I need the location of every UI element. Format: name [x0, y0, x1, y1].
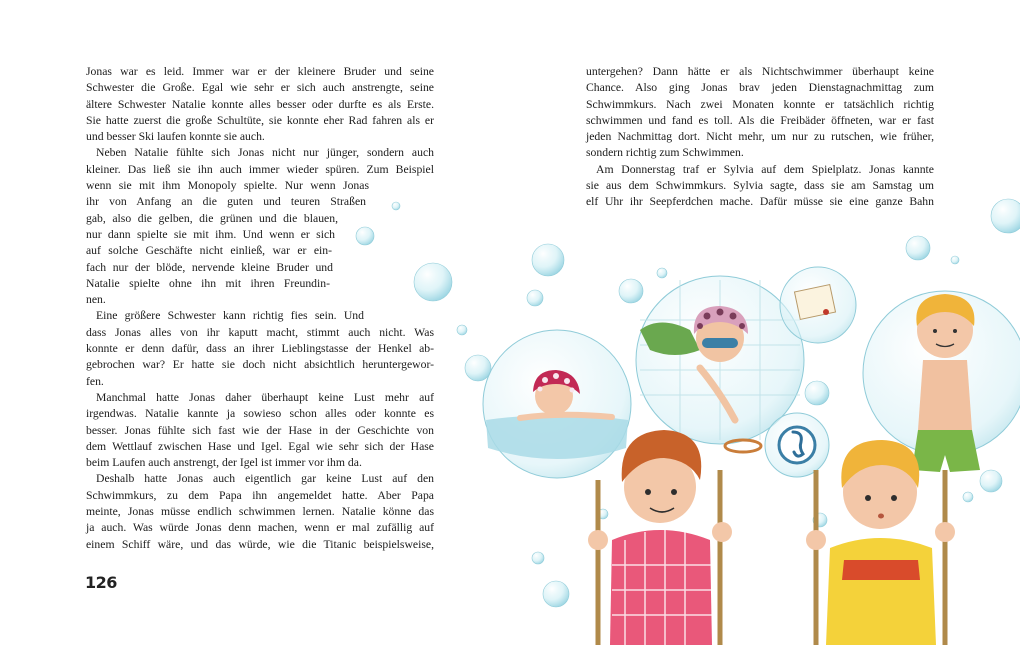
text-line: fach nur der blöde, nervende kleine Bruder und — [86, 260, 333, 274]
text-line: irgendwas. Natalie kannte ja sowieso schon alles oder konnte es — [86, 407, 434, 421]
text-line: Sie hatte zuerst die große Schultüte, sie konnte eher Rad fahren als er — [86, 113, 434, 127]
boy-red-hair — [588, 430, 732, 645]
bubble-certificate — [780, 267, 856, 343]
text-line: jeden Nachmittag dort. Nicht mehr, um nur zu rutschen, wie früher, — [586, 130, 934, 144]
text-line: elf Uhr ihr Seepferdchen mache. Dafür müsse sie eine ganze Bahn — [586, 195, 934, 209]
text-line: Am Donnerstag traf er Sylvia auf dem Spielplatz. Jonas kannte — [596, 162, 934, 176]
small-bubbles — [356, 199, 1020, 607]
text-line: ja auch. Was würde Jonas denn machen, wenn er mal zufällig auf — [86, 521, 434, 535]
text-line: dem Wettlauf zwischen Hase und Igel. Egal wie sehr sich der Hase — [86, 439, 434, 453]
text-line: schwimmen und fand es toll. Als die Freibäder öffneten, war er fast — [586, 113, 934, 127]
text-line: wenn sie mit ihm Monopoly spielte. Nur wenn Jonas — [86, 179, 369, 193]
left-text-column — [86, 64, 434, 553]
text-line: einem Schiff wäre, und das würde, wie die Titanic beispielsweise, — [86, 537, 434, 551]
text-line: kleiner. Das ließ sie ihn auch immer wieder spüren. Zum Beispiel — [86, 162, 434, 176]
text-line: auf solche Geschäfte nicht einließ, war er ein- — [86, 244, 332, 258]
text-line: Schwester die Große. Egal wie sehr er sich auch anstrengte, seine — [86, 81, 434, 95]
bubble-diving-boy — [636, 276, 804, 452]
text-line: Natalie spielte ohne ihn mit ihren Freundin- — [86, 276, 330, 290]
text-line: nen. — [86, 293, 106, 307]
right-text-column — [586, 64, 934, 211]
text-line: Deshalb hatte Jonas auch eigentlich gar keine Lust auf den — [96, 472, 434, 486]
text-line: Neben Natalie fühlte sich Jonas nicht nur jünger, sondern auch — [96, 146, 434, 160]
text-line: und besser Ski laufen konnte sie auch. — [86, 130, 265, 144]
text-line: beim Laufen auch anstrengt, der Igel ist immer vor ihm da. — [86, 456, 362, 470]
text-line: nur dann spielte sie mit ihm. Und wenn er sich — [86, 227, 335, 241]
text-line: dass Jonas alles von ihr kaputt macht, stimmt auch nicht. Was — [86, 325, 434, 339]
text-line: Eine größere Schwester kann richtig fies sein. Und — [96, 309, 364, 323]
text-line: gebrochen war? Er hatte sie doch nicht absichtlich heruntergewor- — [86, 358, 434, 372]
text-line: sie aus dem Schwimmkurs. Sylvia sagte, dass sie am Samstag um — [586, 179, 934, 193]
swing-ropes — [598, 470, 945, 645]
text-line: Schwimmkurs, zu dem Papa ihn angemeldet hatte. Aber Papa — [86, 488, 434, 502]
text-line: meinte, Jonas müsse endlich schwimmen lernen. Natalie könne das — [86, 505, 434, 519]
bubble-seahorse-badge — [765, 413, 829, 477]
text-line: gab, also die gelben, die grünen und die blauen, — [86, 211, 338, 225]
boy-blond-hair — [806, 440, 955, 645]
text-line: Chance. Also ging Jonas brav jeden Dienstagnachmittag zum — [586, 81, 934, 95]
text-line: besser. Jonas fühlte sich fast wie der Hase in der Geschichte von — [86, 423, 434, 437]
text-line: sondern richtig zum Schwimmen. — [586, 146, 744, 160]
text-line: Jonas war es leid. Immer war er der kleinere Bruder und seine — [86, 65, 434, 78]
bubble-standing-boy — [863, 291, 1020, 472]
text-line: fen. — [86, 374, 104, 388]
text-line: Schwimmkurs. Nach zwei Monaten konnte er tatsächlich richtig — [586, 97, 934, 111]
text-line: untergehen? Dann hätte er als Nichtschwimmer überhaupt keine — [586, 65, 934, 78]
bubble-swimming-girl — [483, 330, 631, 478]
text-line: ihr von Anfang an die guten und teuren Straßen — [86, 195, 366, 209]
text-line: ältere Schwester Natalie konnte alles besser oder durfte es als Erste. — [86, 97, 434, 111]
text-line: Manchmal hatte Jonas daher überhaupt keine Lust mehr auf — [96, 390, 434, 404]
text-line: konnte er denn dafür, dass an ihrer Lieblingstasse der Henkel ab- — [86, 342, 434, 356]
page-number: 126 — [85, 573, 117, 592]
